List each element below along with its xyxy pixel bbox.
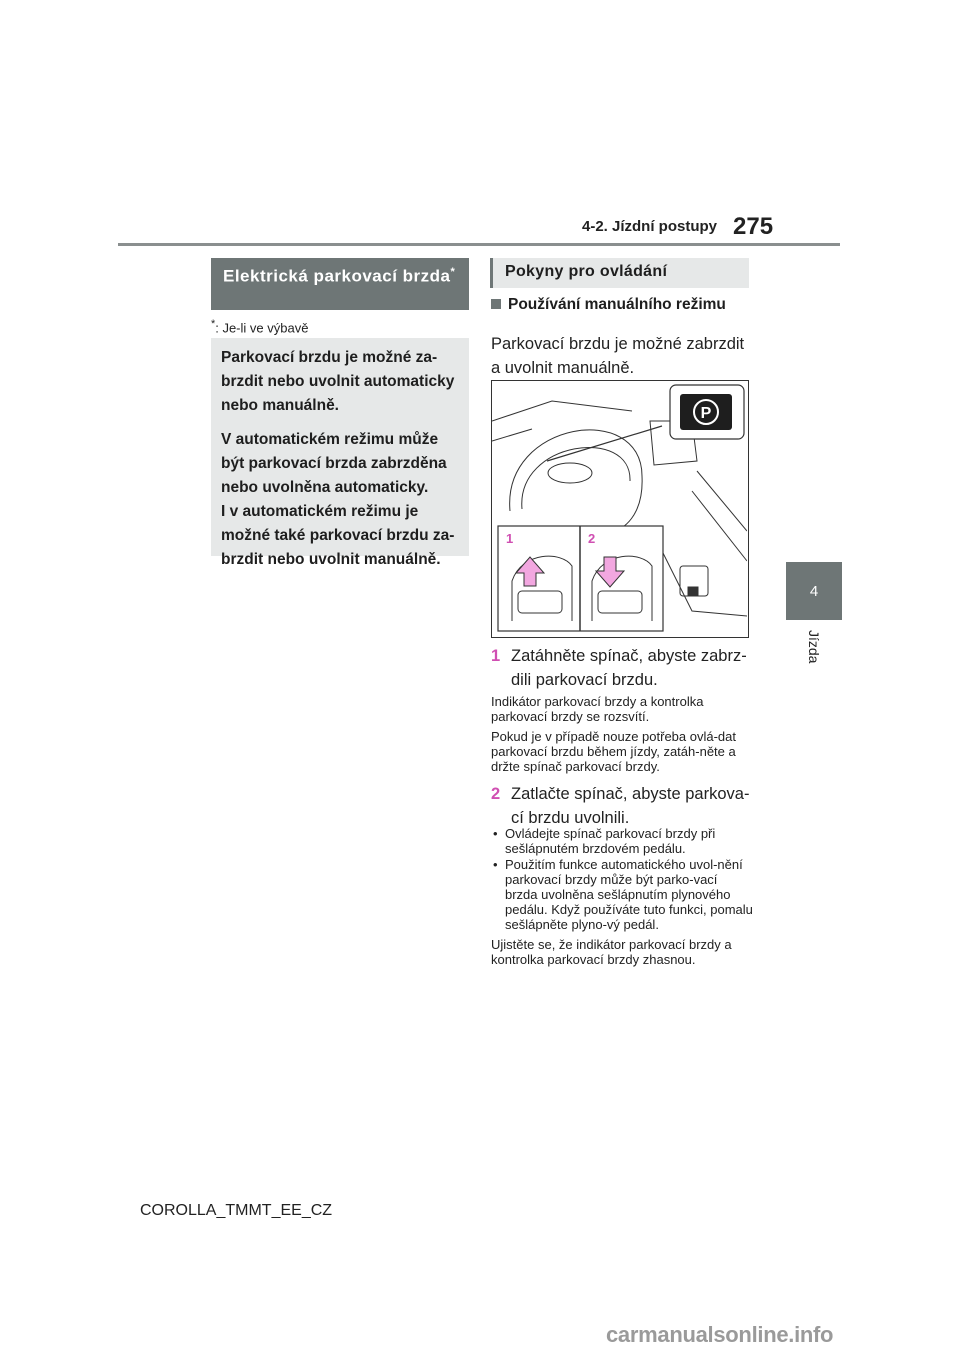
topic-title [211,258,469,310]
parking-brake-symbol: P [700,405,712,422]
square-bullet-icon [491,299,501,309]
footnote-mark: * [211,318,216,330]
chapter-number: 4 [809,582,819,600]
availability-footnote [211,318,308,335]
topic-title-mark: * [450,266,456,278]
chapter-tab [786,562,842,620]
step-2 [491,782,753,830]
console-line-3 [662,551,747,616]
topic-title-text: Elektrická parkovací brzda [223,266,451,286]
parking-brake-illustration [491,380,749,638]
bullet-heading [491,296,726,314]
page-number: 275 [733,213,774,240]
step-1-text: Zatáhněte spínač, abyste zabrz-dili parkovací brzdu. [511,647,747,689]
summary-paragraph-3: I v automatickém režimu je možné také parkovací brzdu za-brzdit nebo uvolnit manuálně. [221,503,455,568]
step-2-bullet-1: • Ovládejte spínač parkovací brzdy při sešlápnutém brzdovém pedálu. [491,826,753,856]
illustration-svg [492,381,747,636]
steering-wheel-inner [522,447,630,509]
chapter-label: Jízda [806,630,822,664]
inset-label-1: 1 [506,531,514,546]
summary-box [211,338,469,568]
step-2-bullet-list [491,826,753,932]
summary-paragraph-1: Parkovací brzdu je možné za-brzdit nebo uvolnit automaticky nebo manuálně. [221,349,455,414]
header-rule [118,243,840,246]
steering-hub-icon [548,463,592,483]
bullet-heading-text: Používání manuálního režimu [508,296,726,313]
document-code: COROLLA_TMMT_EE_CZ [140,1202,333,1219]
steering-wheel-outer [510,430,642,531]
dash-line [492,401,632,421]
switch-detail [688,587,698,595]
step-1-note-2: Pokud je v případě nouze potřeba ovlá-dat parkovací brzdu během jízdy, zatáh-něte a držte spínač parkovací brzdy. [491,729,737,774]
step-2-notes [491,826,753,972]
summary-paragraph-2: V automatickém režimu může být parkovací brzda zabrzděna nebo uvolněna automaticky. [221,431,447,496]
dash-line-2 [492,429,532,441]
step-1-number: 1 [491,647,501,665]
step-1 [491,644,753,692]
intro-paragraph: Parkovací brzdu je možné zabrzdit a uvolnit manuálně. [491,335,745,377]
step-2-number: 2 [491,785,501,803]
inset-label-2: 2 [588,531,596,546]
closing-note: Ujistěte se, že indikátor parkovací brzdy a kontrolka parkovací brzdy zhasnou. [491,937,732,967]
console-line [697,471,747,531]
step-2-text: Zatlačte spínač, abyste parkova-cí brzdu uvolnili. [511,785,750,827]
step-2-bullet-2: • Použitím funkce automatického uvol-nění parkovací brzdy může být parko-vací brzda uvolněna sešlápnutím plynového pedálu. Když používáte tuto funkci, pomalu sešlápněte plyno-vý pedál. [491,857,753,932]
section-title: 4-2. Jízdní postupy [582,218,718,235]
footnote-text: : Je-li ve výbavě [215,320,309,336]
step-1-note-1: Indikátor parkovací brzdy a kontrolka parkovací brzdy se rozsvítí. [491,694,704,724]
subsection-title: Pokyny pro ovládání [490,258,749,288]
step-1-notes [491,694,753,779]
watermark-text: carmanualsonline.info [606,1322,834,1347]
console-line-2 [692,491,747,561]
